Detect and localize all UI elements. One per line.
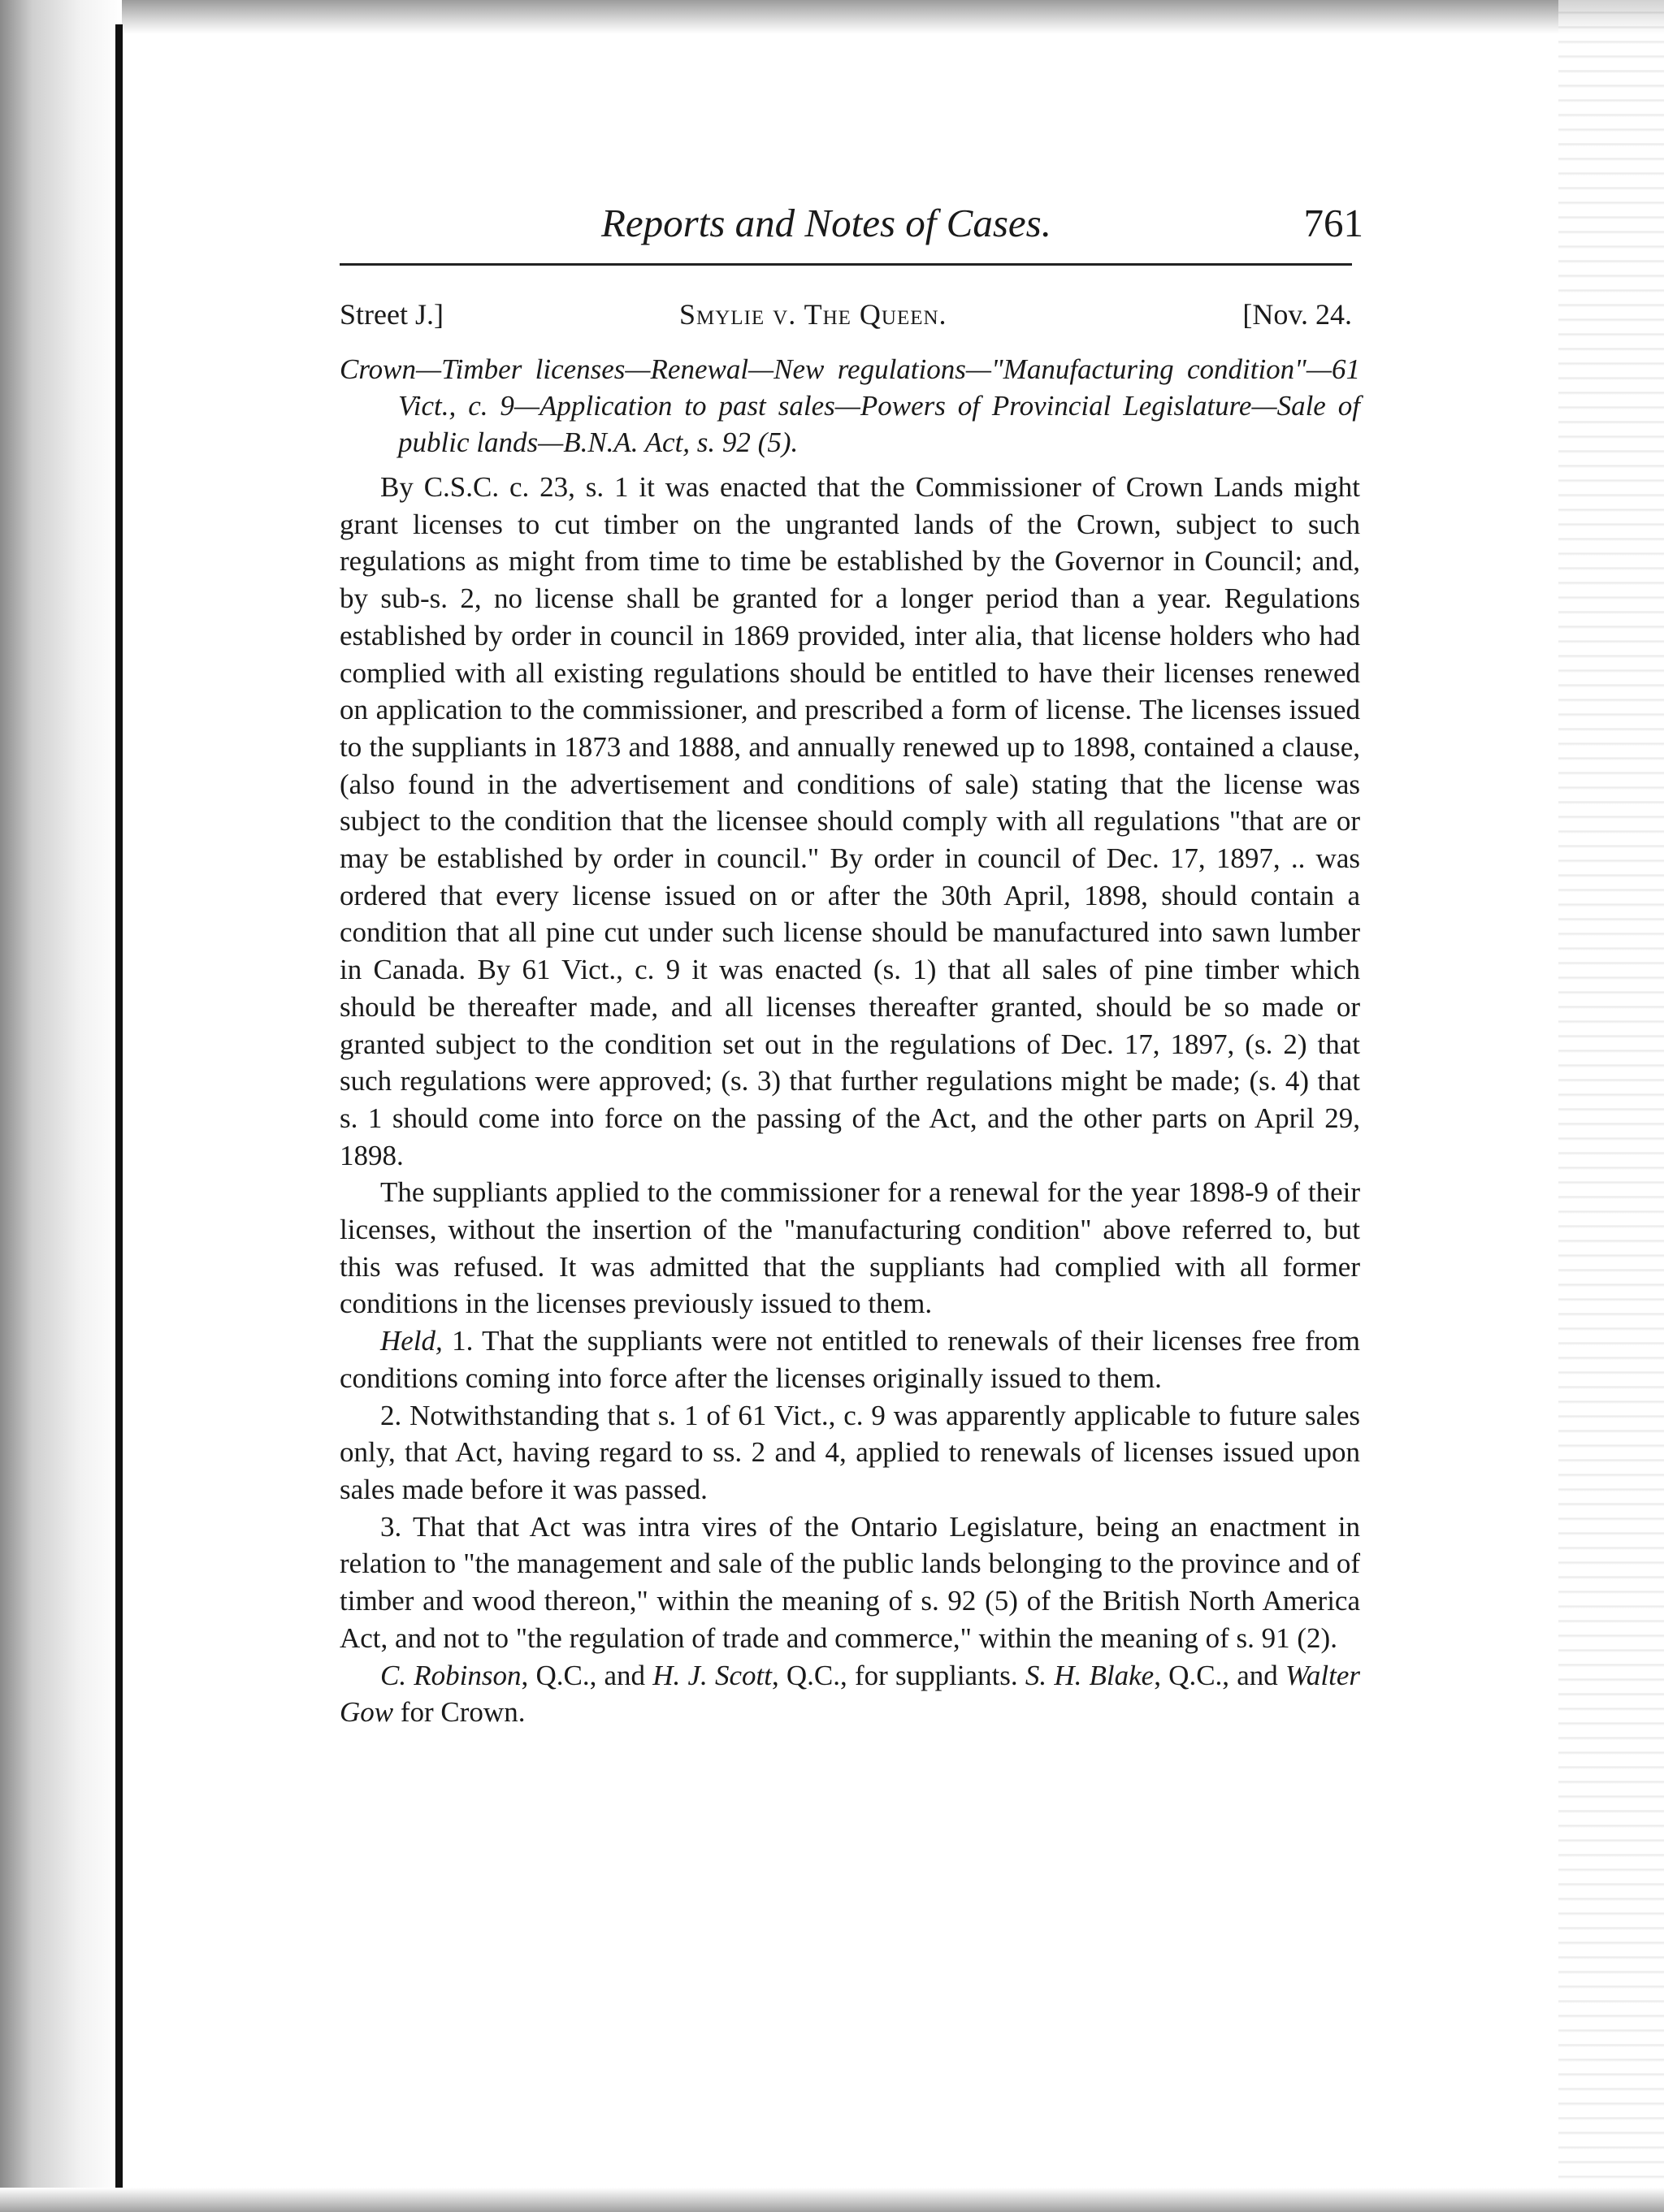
- scan-right-edge: [1558, 0, 1664, 2212]
- running-head: [340, 200, 1363, 265]
- running-title: Reports and Notes of Cases.: [601, 201, 1051, 245]
- held-paragraph-3: 3. That that Act was intra vires of the Ontario Legislature, being an enactment in relation to "the management and sale of the public lands belonging to the province and of timber and wood thereon," within the meaning of s. 92 (5) of the British North America Act, and not to "the regulation of trade and commerce," within the meaning of s. 91 (2).: [340, 1510, 1360, 1654]
- case-header: [340, 297, 1363, 348]
- counsel-name-1: C. Robinson: [380, 1659, 522, 1691]
- counsel-name-2: H. J. Scott: [652, 1659, 772, 1691]
- counsel-text-4: for Crown.: [393, 1696, 526, 1729]
- counsel-text-1: , Q.C., and: [521, 1659, 653, 1691]
- case-name: Smylie v. The Queen.: [679, 298, 947, 331]
- headnote: Crown—Timber licenses—Renewal—New regulations—"Manufacturing condition"—61 Vict., c. 9—Application to past sales—Powers of Provincial Legislature—Sale of public lands—B.N.A. Act, s. 92 (5).: [340, 353, 1360, 458]
- held-text-1: 1. That the suppliants were not entitled to renewals of their licenses free from conditions coming into force after the licenses originally issued to them.: [340, 1325, 1360, 1394]
- page-content: [340, 200, 1363, 1731]
- held-label: Held,: [380, 1325, 443, 1357]
- application-paragraph: The suppliants applied to the commissioner for a renewal for the year 1898-9 of their licenses, without the insertion of the "manufacturing condition" above referred to, but this was refused. It was admitted that the suppliants had complied with all former conditions in the licenses previously issued to them.: [340, 1176, 1360, 1320]
- scan-left-binding-line: [115, 24, 123, 2201]
- counsel-paragraph: [340, 1657, 1363, 1731]
- counsel-text-3: , Q.C., and: [1154, 1659, 1285, 1691]
- scan-top-edge: [0, 0, 1664, 34]
- counsel-name-4: Walter Gow: [340, 1659, 1361, 1729]
- scan-bottom-edge: [0, 2188, 1664, 2212]
- held-paragraph-2: 2. Notwithstanding that s. 1 of 61 Vict., c. 9 was apparently applicable to future sales only, that Act, having regard to ss. 2 and 4, applied to renewals of licenses issued upon sales made before it was passed.: [340, 1399, 1360, 1505]
- case-judge: Street J.]: [340, 298, 444, 331]
- scan-left-edge: [0, 0, 122, 2212]
- counsel-text-2: , Q.C., for suppliants.: [771, 1659, 1025, 1691]
- header-rule: [340, 263, 1352, 266]
- held-paragraph-1: [340, 1322, 1363, 1396]
- counsel-name-3: S. H. Blake: [1025, 1659, 1155, 1691]
- case-date: [Nov. 24.: [1242, 298, 1352, 331]
- facts-paragraph: By C.S.C. c. 23, s. 1 it was enacted that the Commissioner of Crown Lands might grant licenses to cut timber on the ungranted lands of the Crown, subject to such regulations as might from time to time be established by the Governor in Council; and, by sub-s. 2, no license shall be granted for a longer period than a year. Regulations established by order in council in 1869 provided, inter alia, that license holders who had complied with all existing regulations should be entitled to have their licenses renewed on application to the commissioner, and prescribed a form of license. The licenses issued to the suppliants in 1873 and 1888, and annually renewed up to 1898, contained a clause, (also found in the advertisement and conditions of sale) stating that the license was subject to the condition that the licensee should comply with all regulations "that are or may be established by order in council." By order in council of Dec. 17, 1897, .. was ordered that every license issued on or after the 30th April, 1898, should contain a condition that all pine cut under such license should be manufactured into sawn lumber in Canada. By 61 Vict., c. 9 it was enacted (s. 1) that all sales of pine timber which should be thereafter made, and all licenses thereafter granted, should be so made or granted subject to the condition set out in the regulations of Dec. 17, 1897, (s. 2) that such regulations were approved; (s. 3) that further regulations might be made; (s. 4) that s. 1 should come into force on the passing of the Act, and the other parts on April 29, 1898.: [340, 471, 1360, 1171]
- page-number: 761: [1303, 201, 1363, 245]
